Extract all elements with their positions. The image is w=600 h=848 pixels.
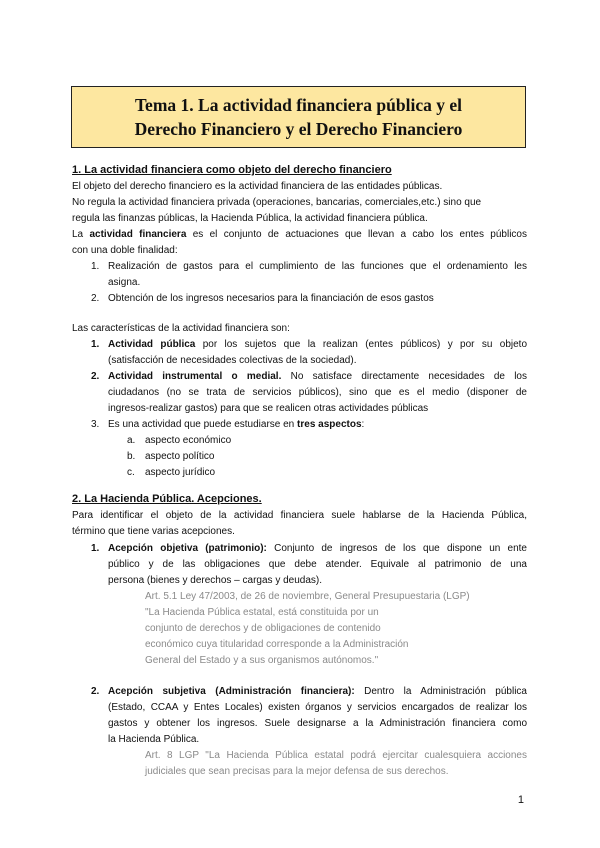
acep-2-line-3: gastos y obtener los ingresos. Suele designarse a la Administración financiera como xyxy=(108,718,527,729)
acep-1-line-1 xyxy=(108,541,527,557)
list1-item-2: Obtención de los ingresos necesarios para la financiación de esos gastos xyxy=(108,293,434,304)
s1-paragraph-3b: con una doble finalidad: xyxy=(72,245,178,256)
char-3-line xyxy=(108,417,364,433)
s2-paragraph-1b: término que tiene varias acepciones. xyxy=(72,526,235,537)
list1-item-1-line-1: Realización de gastos para el cumplimiento de las funciones que el ordenamiento les xyxy=(108,261,527,272)
list1-number-2: 2. xyxy=(91,293,100,304)
acep-2-line-4: la Hacienda Pública. xyxy=(108,734,200,745)
list1-item-1-line-2: asigna. xyxy=(108,277,141,288)
title-box xyxy=(71,86,526,148)
char-number-2: 2. xyxy=(91,371,100,382)
char-1-bold: Actividad pública xyxy=(108,339,196,350)
char-2-text: No satisface directamente necesidades de los xyxy=(281,371,527,382)
s1-paragraph-1: El objeto del derecho financiero es la actividad financiera de las entidades públicas. xyxy=(72,181,443,192)
quote-1-line-1: Art. 5.1 Ley 47/2003, de 26 de noviembre, General Presupuestaria (LGP) xyxy=(145,591,470,602)
quote-1-line-5: General del Estado y a sus organismos autónomos." xyxy=(145,655,379,666)
aspect-b: aspecto político xyxy=(145,451,215,462)
char-2-bold: Actividad instrumental o medial. xyxy=(108,371,282,382)
char-1-line-2: (satisfacción de necesidades colectivas de la sociedad). xyxy=(108,355,357,366)
s1-paragraph-2a: No regula la actividad financiera privada (operaciones, bancarias, comerciales,etc.) sino que xyxy=(72,197,482,208)
acep-2-line-2: (Estado, CCAA y Entes Locales) existen órganos y servicios encargados de realizar los xyxy=(108,702,527,713)
section-2-heading: 2. La Hacienda Pública. Acepciones. xyxy=(72,493,262,505)
quote-1-line-2: "La Hacienda Pública estatal, está constituida por un xyxy=(145,607,379,618)
char-3-post: : xyxy=(361,419,365,430)
quote-2-line-1: Art. 8 LGP "La Hacienda Pública estatal podrá ejercitar cualesquiera acciones xyxy=(145,750,527,761)
acep-2-bold: Acepción subjetiva (Administración financiera): xyxy=(108,686,355,697)
quote-1-line-4: económico cuya titularidad corresponde a la Administración xyxy=(145,639,409,650)
char-number-1: 1. xyxy=(91,339,100,350)
char-2-line-2: ciudadanos (no se trata de servicios públicos), sino que es el medio (disponer de xyxy=(108,387,527,398)
aspect-letter-c: c. xyxy=(127,467,135,478)
acep-2-line-1 xyxy=(108,684,527,700)
char-3-bold: tres aspectos xyxy=(297,419,362,430)
s1-paragraph-2b: regula las finanzas públicas, la Hacienda Pública, la actividad financiera pública. xyxy=(72,213,428,224)
acep-1-bold: Acepción objetiva (patrimonio): xyxy=(108,543,267,554)
aspect-letter-b: b. xyxy=(127,451,136,462)
title-line-2: Derecho Financiero y el Derecho Financiero xyxy=(134,119,463,139)
acep-2-text: Dentro la Administración pública xyxy=(354,686,527,697)
page-number: 1 xyxy=(517,794,524,806)
s2-paragraph-1a: Para identificar el objeto de la actividad financiera suele hablarse de la Hacienda Pública, xyxy=(72,510,527,521)
quote-2-line-2: judiciales que sean precisas para la mejor defensa de sus derechos. xyxy=(145,766,449,777)
page-title xyxy=(135,93,463,141)
aspect-a: aspecto económico xyxy=(145,435,232,446)
aspect-letter-a: a. xyxy=(127,435,136,446)
acep-1-line-2: público y de las obligaciones que debe atender. Equivale al patrimonio de una xyxy=(108,559,527,570)
acep-1-text: Conjunto de ingresos de los que dispone un ente xyxy=(266,543,527,554)
acep-number-1: 1. xyxy=(91,543,100,554)
char-number-3: 3. xyxy=(91,419,100,430)
s1-p3-bold: actividad financiera xyxy=(89,229,187,240)
char-1-line-1 xyxy=(108,337,527,353)
aspect-c: aspecto jurídico xyxy=(145,467,216,478)
s1-p3-post: es el conjunto de actuaciones que llevan a cabo los entes públicos xyxy=(186,229,527,240)
quote-1-line-3: conjunto de derechos y de obligaciones de contenido xyxy=(145,623,381,634)
section-1-heading: 1. La actividad financiera como objeto del derecho financiero xyxy=(72,164,392,176)
acep-1-line-3: persona (bienes y derechos – cargas y deudas). xyxy=(108,575,323,586)
list1-number-1: 1. xyxy=(91,261,100,272)
acep-number-2: 2. xyxy=(91,686,100,697)
s1-p3-pre: La xyxy=(72,229,90,240)
char-2-line-1 xyxy=(108,369,527,385)
char-3-pre: Es una actividad que puede estudiarse en xyxy=(108,419,298,430)
characteristics-intro: Las características de la actividad financiera son: xyxy=(72,323,290,334)
title-line-1: Tema 1. La actividad financiera pública y el xyxy=(134,95,462,115)
s1-paragraph-3a xyxy=(72,227,527,243)
char-2-line-3: ingresos-realizar gastos) para que se realicen otras actividades públicas xyxy=(108,403,429,414)
char-1-text: por los sujetos que la realizan (entes públicos) y por su objeto xyxy=(195,339,528,350)
